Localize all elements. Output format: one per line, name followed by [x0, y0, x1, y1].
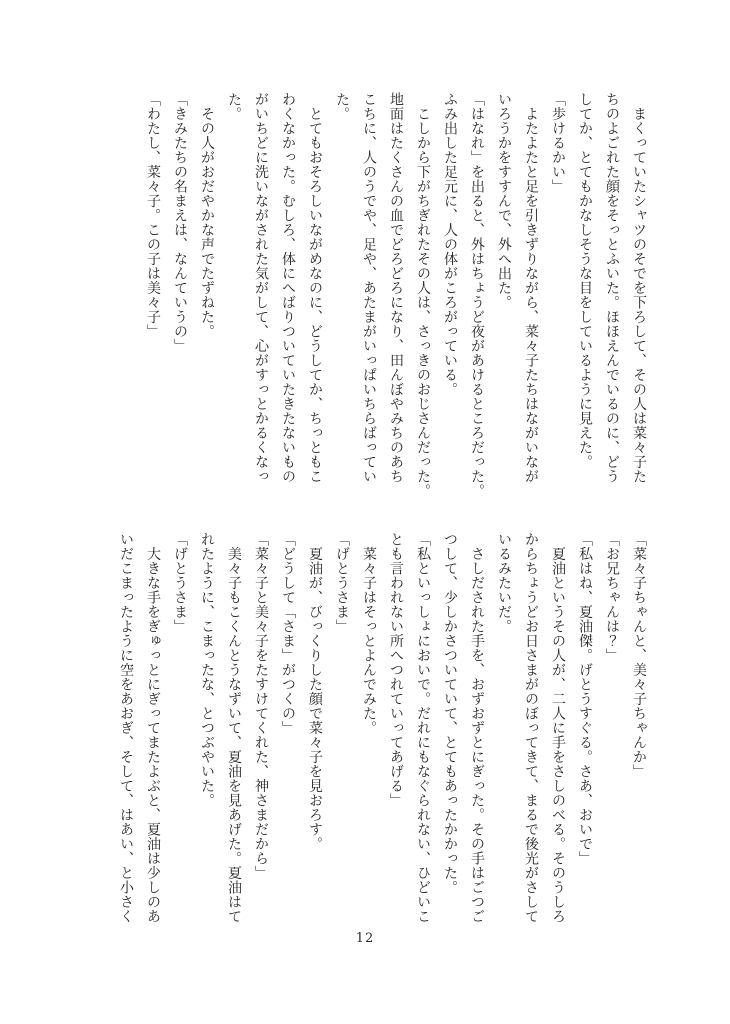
text-line: こちに、人のうでや、足や、あたまがいっぱいちらばってい — [361, 92, 377, 484]
text-line: 「菜々子と美々子をたすけてくれた、神さまだから」 — [253, 532, 269, 880]
text-line: れたように、こまったな、とつぶやいた。 — [199, 532, 215, 808]
text-line: まくっていたシャツのそでを下ろして、その人は菜々子た — [631, 92, 647, 484]
text-line: ふみ出した足元に、人の体がころがっている。 — [442, 92, 458, 397]
text-line: 菜々子はそっとよんでみた。 — [361, 532, 377, 735]
text-line: 「私はね、夏油傑。げとうすぐる。さあ、おいで」 — [577, 532, 593, 866]
text-line: 「お兄ちゃんは？」 — [604, 532, 620, 663]
text-line: ちのよごれた顔をそっとふいた。ほほえんでいるのに、どう — [604, 92, 620, 484]
text-line: 「きみたちの名まえは、なんていうの」 — [172, 92, 188, 353]
text-line: いろうかをすすんで、外へ出た。 — [496, 92, 512, 310]
text-line: 夏油が、びっくりした顔で菜々子を見おろす。 — [307, 532, 323, 851]
text-block-top — [139, 92, 652, 498]
text-line: いるみたいだ。 — [496, 532, 512, 634]
text-line: よたよたと足を引きずりながら、菜々子たちはながいなが — [523, 92, 539, 484]
text-line: 「げとうさま」 — [172, 532, 188, 634]
text-line: 美々子もこくんとうなずいて、夏油を見あげた。夏油はて — [226, 532, 242, 924]
text-line: た。 — [226, 92, 242, 121]
text-line: とてもおそろしいながめなのに、どうしてか、ちっともこ — [307, 92, 323, 484]
text-line: 「私といっしょにおいで。だれにもなぐられない、ひどいこ — [415, 532, 431, 924]
text-line: さしだされた手を、おずおずとにぎった。その手はごつご — [469, 532, 485, 924]
text-line: 「げとうさま」 — [334, 532, 350, 634]
text-line: とも言われない所へつれていってあげる」 — [388, 532, 404, 808]
text-block-bottom — [112, 532, 652, 924]
text-line: 「菜々子ちゃんと、美々子ちゃんか」 — [631, 532, 647, 779]
text-line: いだこまったように空をあおぎ、そして、はあい、と小さく — [118, 532, 134, 924]
text-line: 大きな手をぎゅっとにぎってまたよぶと、夏油は少しのあ — [145, 532, 161, 924]
text-line: 「わたし、菜々子。この子は美々子」 — [145, 92, 161, 339]
text-line: こしから下がちぎれたその人は、さっきのおじさんだった。 — [415, 92, 431, 498]
text-line: 「はなれ」を出ると、外はちょうど夜があけるところだった。 — [469, 92, 485, 498]
text-line: わくなかった。むしろ、体にへばりついていたきたないもの — [280, 92, 296, 484]
page-number: 12 — [355, 931, 375, 946]
text-line: からちょうどお日さまがのぼってきて、まるで後光がさして — [523, 532, 539, 924]
text-line: 夏油というその人が、二人に手をさしのべる。そのうしろ — [550, 532, 566, 924]
text-line: 「歩けるかい」 — [550, 92, 566, 194]
text-line: た。 — [334, 92, 350, 121]
text-line: 「どうして「さま」がつくの」 — [280, 532, 296, 735]
text-line: つして、少しかさついていて、とてもあったかかった。 — [442, 532, 458, 895]
text-line: その人がおだやかな声でたずねた。 — [199, 92, 215, 339]
text-line: してか、とてもかなしそうな目をしているように見えた。 — [577, 92, 593, 469]
text-line: 地面はたくさんの血でどろどろになり、田んぼやみちのあち — [388, 92, 404, 484]
text-line: がいちどに洗いながされた気がして、心がすっとかるくなっ — [253, 92, 269, 484]
